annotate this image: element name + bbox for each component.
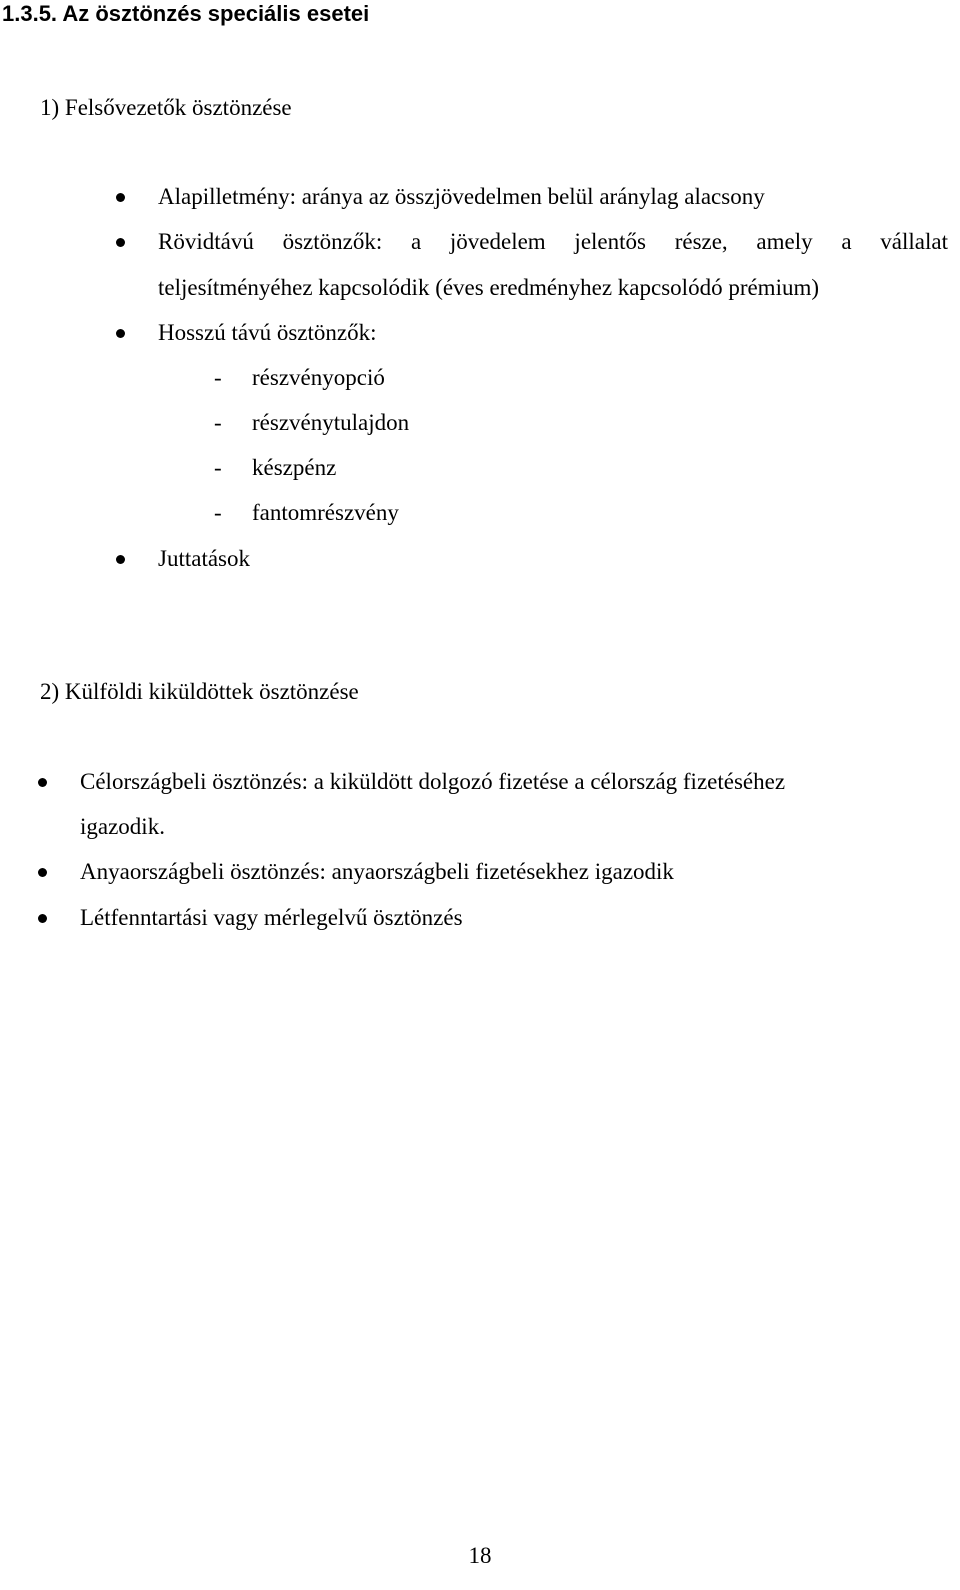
sub-item-phantom-stock: fantomrészvény [252, 500, 399, 525]
list-item-home-country-incentive: Anyaországbeli ösztönzés: anyaországbeli fizetésekhez igazodik [80, 859, 674, 884]
list-item-host-country-incentive-continued: igazodik. [80, 814, 165, 839]
bullet-icon [116, 329, 125, 338]
dash-marker: - [214, 410, 222, 435]
bullet-icon [116, 238, 125, 247]
bullet-icon [116, 555, 125, 564]
dash-marker: - [214, 455, 222, 480]
bullet-icon [38, 868, 47, 877]
list-item-benefits: Juttatások [158, 546, 250, 571]
sub-item-cash: készpénz [252, 455, 337, 480]
dash-marker: - [214, 500, 222, 525]
list-item-short-term-incentives: Rövidtávú ösztönzők: a jövedelem jelentős része, amely a vállalat [158, 229, 948, 254]
part1-title: 1) Felsővezetők ösztönzése [40, 95, 292, 120]
bullet-icon [116, 193, 125, 202]
dash-marker: - [214, 365, 222, 390]
section-heading: 1.3.5. Az ösztönzés speciális esetei [2, 1, 370, 26]
list-item-base-salary: Alapilletmény: aránya az összjövedelmen belül aránylag alacsony [158, 184, 765, 209]
bullet-icon [38, 914, 47, 923]
part2-title: 2) Külföldi kiküldöttek ösztönzése [40, 679, 359, 704]
list-item-balance-sheet-incentive: Létfenntartási vagy mérlegelvű ösztönzés [80, 905, 463, 930]
list-item-host-country-incentive: Célországbeli ösztönzés: a kiküldött dolgozó fizetése a célország fizetéséhez [80, 769, 786, 794]
list-item-long-term-incentives: Hosszú távú ösztönzők: [158, 320, 377, 345]
bullet-icon [38, 778, 47, 787]
sub-item-stock-option: részvényopció [252, 365, 385, 390]
page-number: 18 [468, 1543, 492, 1568]
sub-item-stock-ownership: részvénytulajdon [252, 410, 410, 435]
list-item-short-term-incentives-continued: teljesítményéhez kapcsolódik (éves eredményhez kapcsolódó prémium) [158, 275, 820, 300]
